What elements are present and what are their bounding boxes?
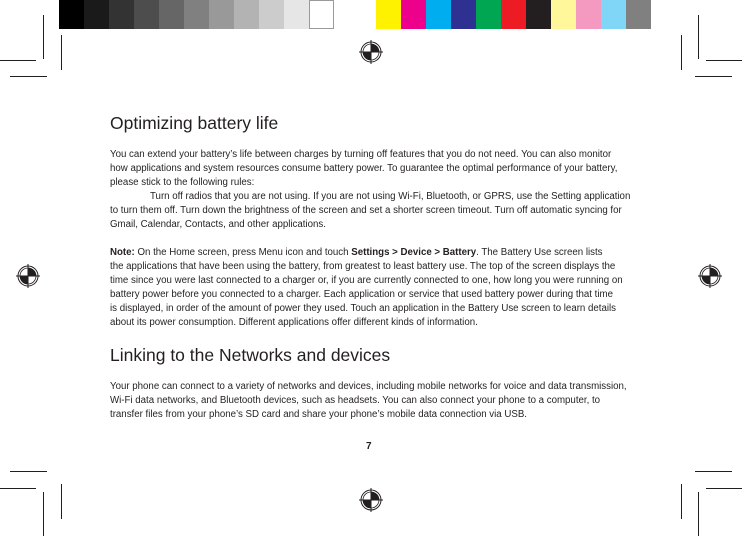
color-swatch-bar [376,0,651,29]
note-first-line [110,246,650,260]
battery-intro-paragraph [110,148,650,190]
text-line: please stick to the following rules: [110,176,255,188]
color-swatch [59,0,84,29]
crop-mark [43,15,44,59]
registration-target-icon [359,488,383,512]
text-line: how applications and system resources consume battery power. To guarantee the optimal performance of your battery, [110,162,618,174]
crop-mark [681,484,682,519]
crop-mark [61,484,62,519]
crop-mark [695,76,732,77]
text-line: Your phone can connect to a variety of networks and devices, including mobile networks for voice and data transmission, [110,381,627,392]
battery-note-paragraph [110,246,650,329]
color-swatch [626,0,651,29]
text-line: to turn them off. Turn down the brightness of the screen and set a shorter screen timeout. Turn off automatic syncing for [110,204,622,216]
color-swatch [184,0,209,29]
note-text: . The Battery Use screen lists [476,247,603,258]
page-number: 7 [366,441,372,452]
color-swatch [259,0,284,29]
crop-mark [706,488,742,489]
networks-paragraph [110,380,650,422]
color-swatch [551,0,576,29]
note-text: On the Home screen, press Menu icon and touch [134,247,352,258]
gray-swatch-bar [59,0,334,29]
crop-mark [0,488,36,489]
color-swatch [84,0,109,29]
color-swatch [234,0,259,29]
color-swatch [401,0,426,29]
settings-path: Settings > Device > Battery [351,247,477,258]
registration-target-icon [698,264,722,288]
note-label: Note: [110,247,135,258]
text-line: about its power consumption. Different applications offer different kinds of information. [110,316,478,328]
registration-target-icon [359,40,383,64]
crop-mark [0,60,36,61]
section-heading-networks: Linking to the Networks and devices [110,345,391,365]
crop-mark [698,15,699,59]
text-line: Gmail, Calendar, Contacts, and other applications. [110,218,326,230]
text-line: the applications that have been using the battery, from greatest to least battery use. The top of the screen displays the [110,260,616,272]
crop-mark [61,35,62,70]
crop-mark [43,492,44,536]
color-swatch [426,0,451,29]
color-swatch [376,0,401,29]
text-line: Wi-Fi data networks, and Bluetooth devices, such as headsets. You can also connect your phone to a computer, to [110,394,601,406]
color-swatch [109,0,134,29]
color-swatch [601,0,626,29]
color-swatch [576,0,601,29]
text-line: transfer files from your phone’s SD card and share your phone’s mobile data connection via USB. [110,408,527,420]
color-swatch [209,0,234,29]
section-heading-battery: Optimizing battery life [110,113,279,133]
color-swatch [451,0,476,29]
color-swatch [309,0,334,29]
color-swatch [284,0,309,29]
crop-mark [10,471,47,472]
text-line: time since you were last connected to a charger or, if you are currently connected to one, how long you were running on [110,274,623,286]
color-swatch [159,0,184,29]
crop-mark [681,35,682,70]
color-swatch [134,0,159,29]
color-swatch [476,0,501,29]
text-line: You can extend your battery’s life between charges by turning off features that you do not need. You can also monitor [110,149,612,160]
color-swatch [526,0,551,29]
registration-target-icon [16,264,40,288]
crop-mark [10,76,47,77]
text-line: Turn off radios that you are not using. If you are not using Wi-Fi, Bluetooth, or GPRS, use the Setting application [150,191,631,202]
crop-mark [698,492,699,536]
crop-mark [695,471,732,472]
battery-rules-paragraph [110,190,650,232]
text-line: is displayed, in order of the amount of power they used. Touch an application in the Battery Use screen to learn details [110,302,617,314]
color-swatch [501,0,526,29]
crop-mark [706,60,742,61]
text-line: battery power before you connected to a charger. Each application or service that used battery power during that time [110,288,613,300]
